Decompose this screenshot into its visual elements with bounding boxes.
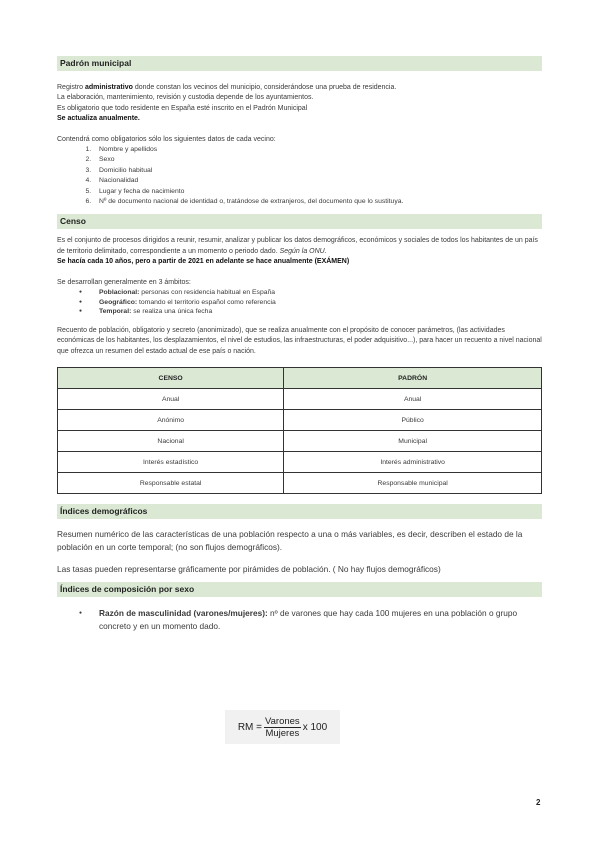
table-cell: Anónimo: [58, 410, 284, 431]
table-row: [58, 389, 542, 410]
composicion-list: [57, 607, 542, 633]
formula-lhs: RM =: [237, 721, 262, 733]
list-item: 4. Nacionalidad: [93, 176, 542, 186]
table-cell: Responsable municipal: [284, 473, 542, 494]
list-item: 5. Lugar y fecha de nacimiento: [93, 187, 542, 197]
padron-list: [57, 145, 542, 207]
section-header-indices: Índices demográficos: [57, 504, 542, 519]
list-item: 6. Nº de documento nacional de identidad o, tratándose de extranjeros, del documento que lo sustituya.: [93, 197, 542, 207]
rm-formula: [225, 710, 340, 744]
table-cell: Anual: [58, 389, 284, 410]
section-header-composicion: Índices de composición por sexo: [57, 582, 542, 597]
page-number: 2: [536, 798, 541, 807]
censo-bold-line: Se hacía cada 10 años, pero a partir de 2021 en adelante se hace anualmente (EXÁMEN): [57, 258, 350, 266]
censo-ambitos-intro: Se desarrollan generalmente en 3 ámbitos:: [57, 278, 191, 286]
padron-line-1: Registro administrativo donde constan los vecinos del municipio, considerándose una prueba de residencia.: [57, 84, 397, 91]
table-header-row: [58, 368, 542, 389]
formula-fraction: [264, 716, 301, 739]
censo-definition: Es el conjunto de procesos dirigidos a reunir, resumir, analizar y publicar los datos demográficos, económicos y sociales de todos los habitantes de un país de territorio delimitado, correspondiente a un momento o periodo dado. Según la ONU.: [57, 237, 538, 255]
list-item: 1. Nombre y apellidos: [93, 145, 542, 155]
list-item: 2. Sexo: [93, 155, 542, 165]
table-cell: Anual: [284, 389, 542, 410]
formula-rhs: x 100: [302, 721, 328, 733]
censo-padron-table: [57, 367, 542, 494]
table-row: [58, 431, 542, 452]
table-row: [58, 452, 542, 473]
table-cell: Interés estadístico: [58, 452, 284, 473]
table-row: [58, 473, 542, 494]
section-header-padron: Padrón municipal: [57, 56, 542, 71]
table-row: [58, 410, 542, 431]
table-cell: Municipal: [284, 431, 542, 452]
list-item: 3. Domicilio habitual: [93, 166, 542, 176]
indices-paragraph-2: Las tasas pueden representarse gráficamente por pirámides de población. ( No hay flujos demográficos): [57, 564, 441, 575]
padron-intro: Contendrá como obligatorios sólo los siguientes datos de cada vecino:: [57, 135, 276, 143]
list-item: ● Poblacional: personas con residencia habitual en España: [93, 288, 542, 298]
table-cell: Nacional: [58, 431, 284, 452]
table-cell: Responsable estatal: [58, 473, 284, 494]
indices-paragraph-1: Resumen numérico de las características de una población respecto a una o más variables, es decir, describen el estado de la población en un corte temporal; (no son flujos demográficos).: [57, 529, 523, 553]
censo-recuento: Recuento de población, obligatorio y secreto (anonimizado), que se realiza anualmente con el propósito de conocer parámetros, (las actividades económicas de los habitantes, los desplazamientos, el nivel de estudios, las infraestructuras, el poder adquisitivo...), para hacer un recuento a nivel nacional que ofrezca un resumen del estado actual de ese país o nación.: [57, 326, 542, 355]
document-page: [57, 56, 542, 633]
formula-numerator: Varones: [265, 715, 300, 727]
list-item: ● Razón de masculinidad (varones/mujeres): nº de varones que hay cada 100 mujeres en una población o grupo concreto y en un momento dado.: [93, 607, 542, 633]
table-cell: Público: [284, 410, 542, 431]
list-item: ● Temporal: se realiza una única fecha: [93, 307, 542, 317]
padron-line-3: Es obligatorio que todo residente en España esté inscrito en el Padrón Municipal: [57, 104, 308, 112]
list-item: ● Geográfico: tomando el territorio español como referencia: [93, 298, 542, 308]
table-cell: Interés administrativo: [284, 452, 542, 473]
column-header-padron: PADRÓN: [284, 368, 542, 389]
column-header-censo: CENSO: [58, 368, 284, 389]
padron-line-2: La elaboración, mantenimiento, revisión y custodia depende de los ayuntamientos.: [57, 94, 314, 102]
padron-line-4: Se actualiza anualmente.: [57, 115, 140, 123]
formula-denominator: Mujeres: [265, 727, 300, 739]
section-header-censo: Censo: [57, 214, 542, 229]
censo-ambitos-list: [57, 288, 542, 317]
